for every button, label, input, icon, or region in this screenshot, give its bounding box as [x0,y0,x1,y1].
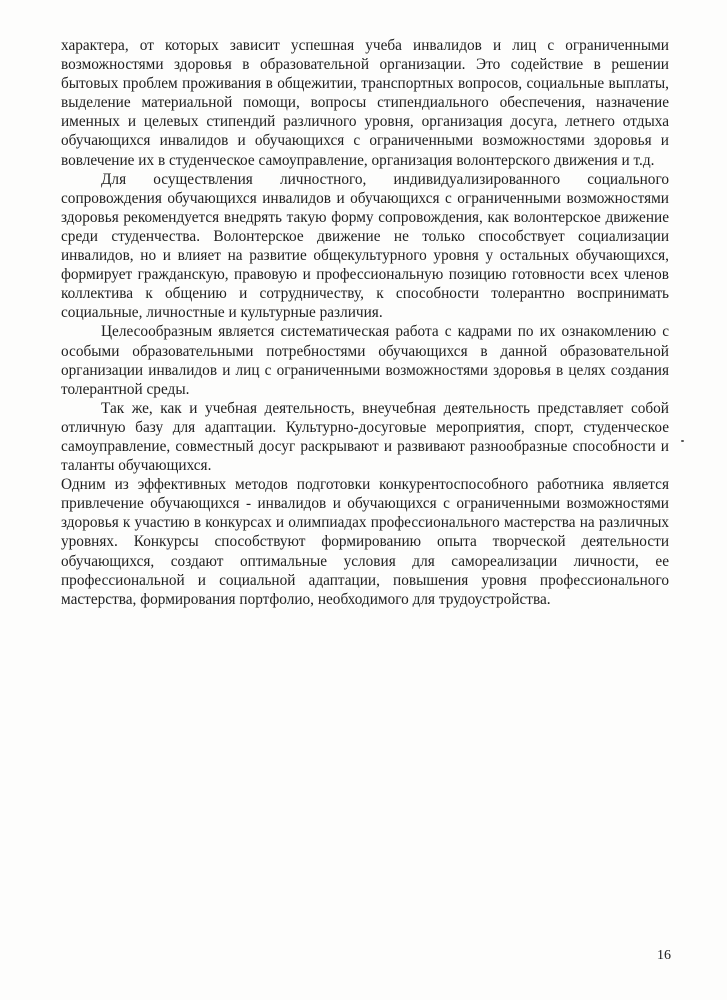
paragraph-1: характера, от которых зависит успешная учеба инвалидов и лиц с ограниченными возможностями здоровья в образовательной организации. Это содействие в решении бытовых проблем проживания в общежитии, транспортных вопросов, социальные выплаты, выделение материальной помощи, вопросы стипендиального обеспечения, назначение именных и целевых стипендий различного уровня, организация досуга, летнего отдыха обучающихся инвалидов и обучающихся с ограниченными возможностями здоровья и вовлечение их в студенческое самоуправление, организация волонтерского движения и т.д. [61,37,669,169]
scan-speck [681,440,684,442]
page-number: 16 [657,948,671,963]
paragraph-2: Для осуществления личностного, индивидуализированного социального сопровождения обучающихся инвалидов и обучающихся с ограниченными возможностями здоровья рекомендуется внедрять такую форму сопровождения, как волонтерское движение среди студенчества. Волонтерское движение не только способствует социализации инвалидов, но и влияет на развитие общекультурного уровня у остальных обучающихся, формирует гражданскую, правовую и профессиональную позицию готовности всех членов коллектива к общению и сотрудничеству, к способности толерантно воспринимать социальные, личностные и культурные различия. [61,170,669,322]
body-text [61,36,669,609]
paragraph-5: Одним из эффективных методов подготовки конкурентоспособного работника является привлечение обучающихся - инвалидов и обучающихся с ограниченными возможностями здоровья к участию в конкурсах и олимпиадах профессионального мастерства на различных уровнях. Конкурсы способствуют формированию опыта творческой деятельности обучающихся, создают оптимальные условия для самореализации личности, ее профессиональной и социальной адаптации, повышения уровня профессионального мастерства, формирования портфолио, необходимого для трудоустройства. [61,476,669,608]
paragraph-4: Так же, как и учебная деятельность, внеучебная деятельность представляет собой отличную базу для адаптации. Культурно-досуговые мероприятия, спорт, студенческое самоуправление, совместный досуг раскрывают и развивают разнообразные способности и таланты обучающихся. [61,399,669,475]
paragraph-3: Целесообразным является систематическая работа с кадрами по их ознакомлению с особыми образовательными потребностями обучающихся в данной образовательной организации инвалидов и лиц с ограниченными возможностями здоровья в целях создания толерантной среды. [61,323,669,398]
